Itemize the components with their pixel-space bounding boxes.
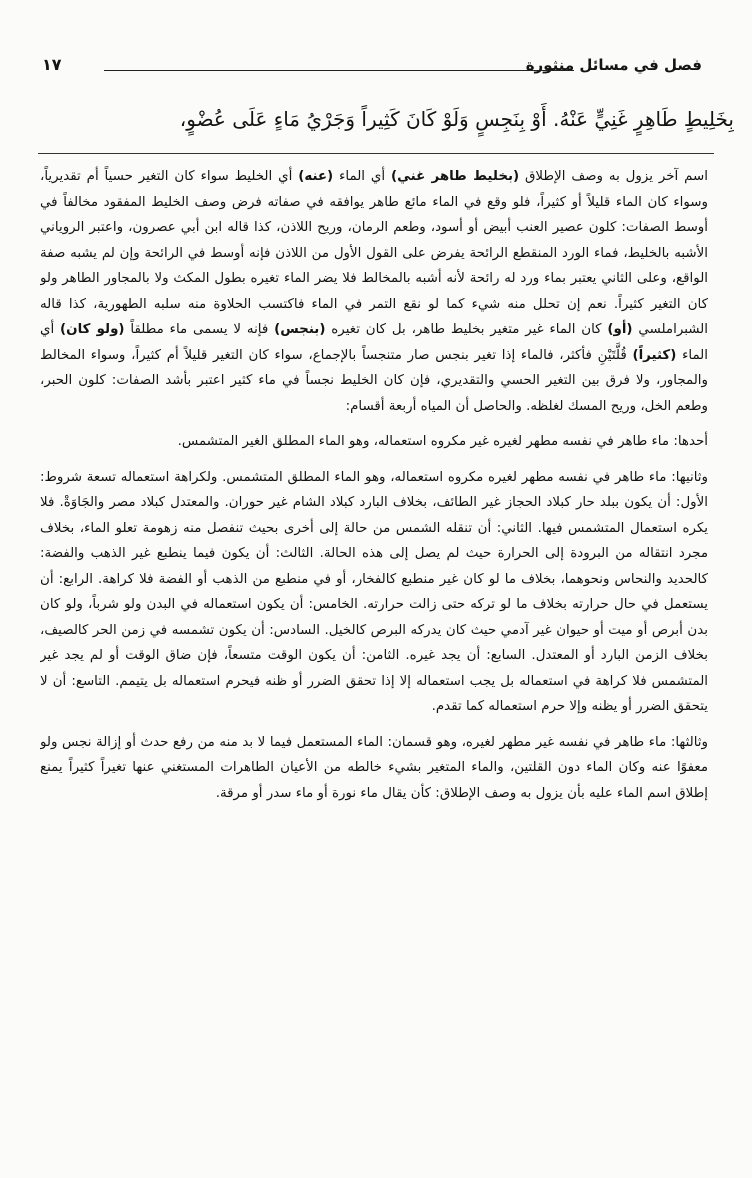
section-divider: [38, 153, 714, 154]
commentary-text: أي الماء: [40, 322, 708, 363]
commentary-text: كان الماء غير متغير بخليط طاهر، بل كان تغيره: [325, 322, 608, 337]
quoted-matn: (بخليط طاهر غني): [390, 169, 520, 184]
chapter-title: فصل في مسائل منثورة: [525, 56, 702, 74]
commentary-text: أي الماء: [333, 169, 391, 184]
quoted-matn: (ولو كان): [60, 322, 125, 337]
commentary-paragraph-3: وثانيها: ماء طاهر في نفسه مطهر لغيره مكروه استعماله، وهو الماء المطلق المتشمس. ولكراهة استعماله تسعة شروط: الأول: أن يكون ببلد حار كبلاد الحجاز غير الطائف، بخلاف البارد كبلاد الشام غير حوران. والمعتدل كبلاد مصر والجَاوَةْ. فلا يكره استعمال المتشمس فيها. الثاني: أن تنقله الشمس من حالة إلى أخرى بحيث تنفصل منه زهومة تعلو الماء، بخلاف مجرد انتقاله من البرودة إلى الحرارة حيث لم يصل إلى هذه الحالة. الثالث: أن يكون فيما ينطبع غير الذهب والفضة: كالحديد والنحاس ونحوهما، بخلاف ما لو كان غير منطبع كالفخار، أو في منطبع من الذهب أو الفضة فلا كراهة. الرابع: أن يستعمل في حال حرارته بخلاف ما لو تركه حتى زالت حرارته. الخامس: أن يكون استعماله في البدن ولو شرباً، ولو كان بدن أبرص أو ميت أو حيوان غير آدمي حيث كان يدركه البرص كالخيل. السادس: أن يكون تشمسه في زمن الحر كالصيف، بخلاف الزمن البارد أو المعتدل. السابع: أن يجد غيره. الثامن: أن يكون الوقت متسعاً، فإن ضاق الوقت أو لم يجد غير المتشمس فلا كراهة في استعماله بل يجب استعماله إلا إذا تحقق الضرر أو ظنه فيحرم استعماله بل يتيمم. التاسع: أن لا يتحقق الضرر أو يظنه وإلا حرم استعماله كما تقدم.: [40, 469, 708, 714]
commentary-body: [40, 164, 708, 1154]
commentary-text: قُلَّتَيْنِ فأكثر، فالماء إذا تغير بنجس صار متنجساً بالإجماع، سواء كان التغير قليلاً أم كثيراً، وسواء المخالط والمجاور، ولا فرق بين التغير الحسي والتقديري، فإن كان الخليط نجساً في ماء كثير اعتبر بأشد الصفات: كلون الحبر، وطعم الخل، وريح المسك لغلظه. والحاصل أن المياه أربعة أقسام:: [40, 347, 708, 414]
quoted-matn: (أو): [607, 322, 633, 337]
commentary-text: فإنه لا يسمى ماء مطلقاً: [124, 322, 275, 337]
commentary-text: اسم آخر يزول به وصف الإطلاق: [519, 169, 708, 184]
commentary-text: أي الخليط سواء كان التغير حسياً أم تقديرياً، وسواء كان الماء قليلاً أو كثيراً، فلو وقع في الماء مائع طاهر يوافقه في صفاته فرض وصف الخليط المفقود مخالفاً في أوسط الصفات: كلون عصير العنب أبيض أو أسود، وطعم الرمان، وريح اللاذن، كذا قاله ابن أبي عصرون، واعتبر الروياني الأشبه بالخليط، فماء الورد المنقطع الرائحة يفرض على القول الأول من اللاذن فإنه أوسط في الرائحة وإن لم يشبه صفة الواقع، وعلى الثاني يعتبر بماء ورد له رائحة لأنه أشبه بالمخالط فلا يضر الماء تغيره بطول المكث ولا بالمجاور الطاهر ولو كان التغير كثيراً. نعم إن تحلل منه شيء كما لو نقع التمر في الماء فاكتسب الحلاوة منه سلبه الطهورية، كذا قاله الشبراملسي: [40, 169, 708, 337]
quoted-matn: (بنجس): [274, 322, 326, 337]
quoted-matn: (كثيراً): [632, 347, 677, 363]
quoted-matn: (عنه): [298, 169, 334, 184]
page-number: ١٧: [42, 55, 62, 74]
commentary-paragraph-4: وثالثها: ماء طاهر في نفسه غير مطهر لغيره، وهو قسمان: الماء المستعمل فيما لا بد منه من رفع حدث أو إزالة نجس ولو معفوًا عنه وكان الماء دون القلتين، والماء المتغير بشيء خالطه من الأعيان الطاهرات المستغني عنها تغيراً كثيراً يمنع إطلاق اسم الماء عليه بأن يزول به وصف الإطلاق: كأن يقال ماء نورة أو ماء سدر أو مرقة.: [40, 734, 708, 801]
header-rule: [104, 70, 574, 71]
commentary-paragraph-1: [40, 164, 708, 419]
main-text-line: بِخَلِيطٍ طَاهِرٍ غَنِيٍّ عَنْهُ. أَوْ بِنَجِسٍ وَلَوْ كَانَ كَثِيراً وَجَرْيُ مَاءٍ عَلَى عُضْوٍ،: [179, 107, 734, 131]
running-header: [42, 52, 702, 82]
commentary-paragraph-2: أحدها: ماء طاهر في نفسه مطهر لغيره غير مكروه استعماله، وهو الماء المطلق الغير المتشمس.: [177, 434, 708, 449]
